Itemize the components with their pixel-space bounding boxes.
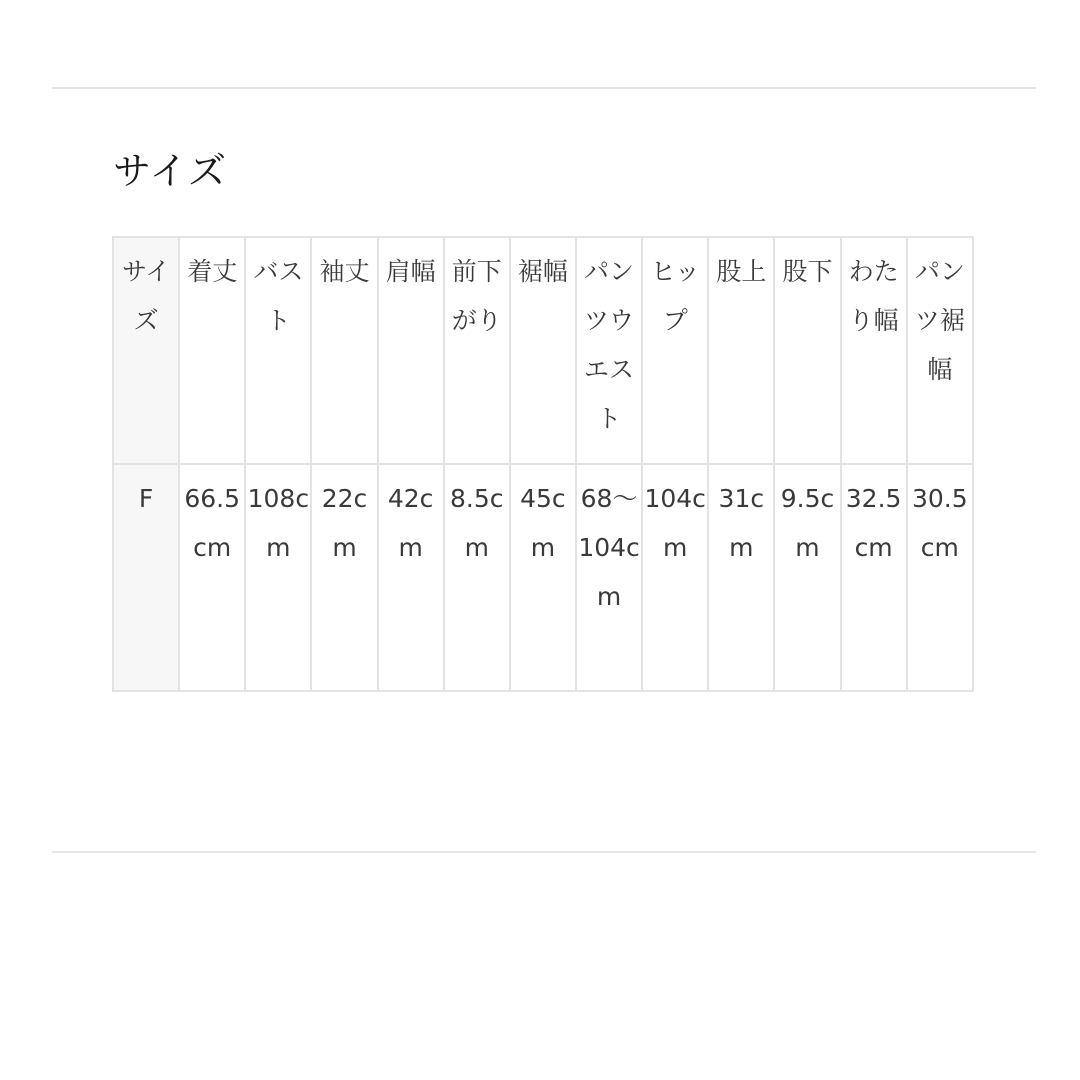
header-size: サイズ <box>113 237 179 464</box>
table-cell: 22cm <box>311 464 377 691</box>
table-cell: 45cm <box>510 464 576 691</box>
table-cell: 31cm <box>708 464 774 691</box>
table-cell: 66.5cm <box>179 464 245 691</box>
header-length: 着丈 <box>179 237 245 464</box>
table-cell: 42cm <box>378 464 444 691</box>
table-cell: 108cm <box>245 464 311 691</box>
table-cell: 8.5cm <box>444 464 510 691</box>
table-header-row <box>113 237 973 464</box>
header-pants-waist: パンツウエスト <box>576 237 642 464</box>
header-rise: 股上 <box>708 237 774 464</box>
header-hip: ヒップ <box>642 237 708 464</box>
header-bust: バスト <box>245 237 311 464</box>
table-cell: 30.5cm <box>907 464 973 691</box>
table-cell: 9.5cm <box>774 464 840 691</box>
table-row <box>113 464 973 691</box>
header-hem-width: 裾幅 <box>510 237 576 464</box>
size-table <box>112 236 974 692</box>
table-cell: 32.5cm <box>841 464 907 691</box>
top-divider <box>52 87 1036 89</box>
table-cell: 68〜104cm <box>576 464 642 691</box>
header-sleeve-length: 袖丈 <box>311 237 377 464</box>
table-cell-size: F <box>113 464 179 691</box>
header-front-drop: 前下がり <box>444 237 510 464</box>
section-title: サイズ <box>113 149 227 193</box>
header-shoulder-width: 肩幅 <box>378 237 444 464</box>
header-thigh-width: わたり幅 <box>841 237 907 464</box>
header-inseam: 股下 <box>774 237 840 464</box>
table-cell: 104cm <box>642 464 708 691</box>
bottom-divider <box>52 851 1036 853</box>
header-pants-hem-width: パンツ裾幅 <box>907 237 973 464</box>
